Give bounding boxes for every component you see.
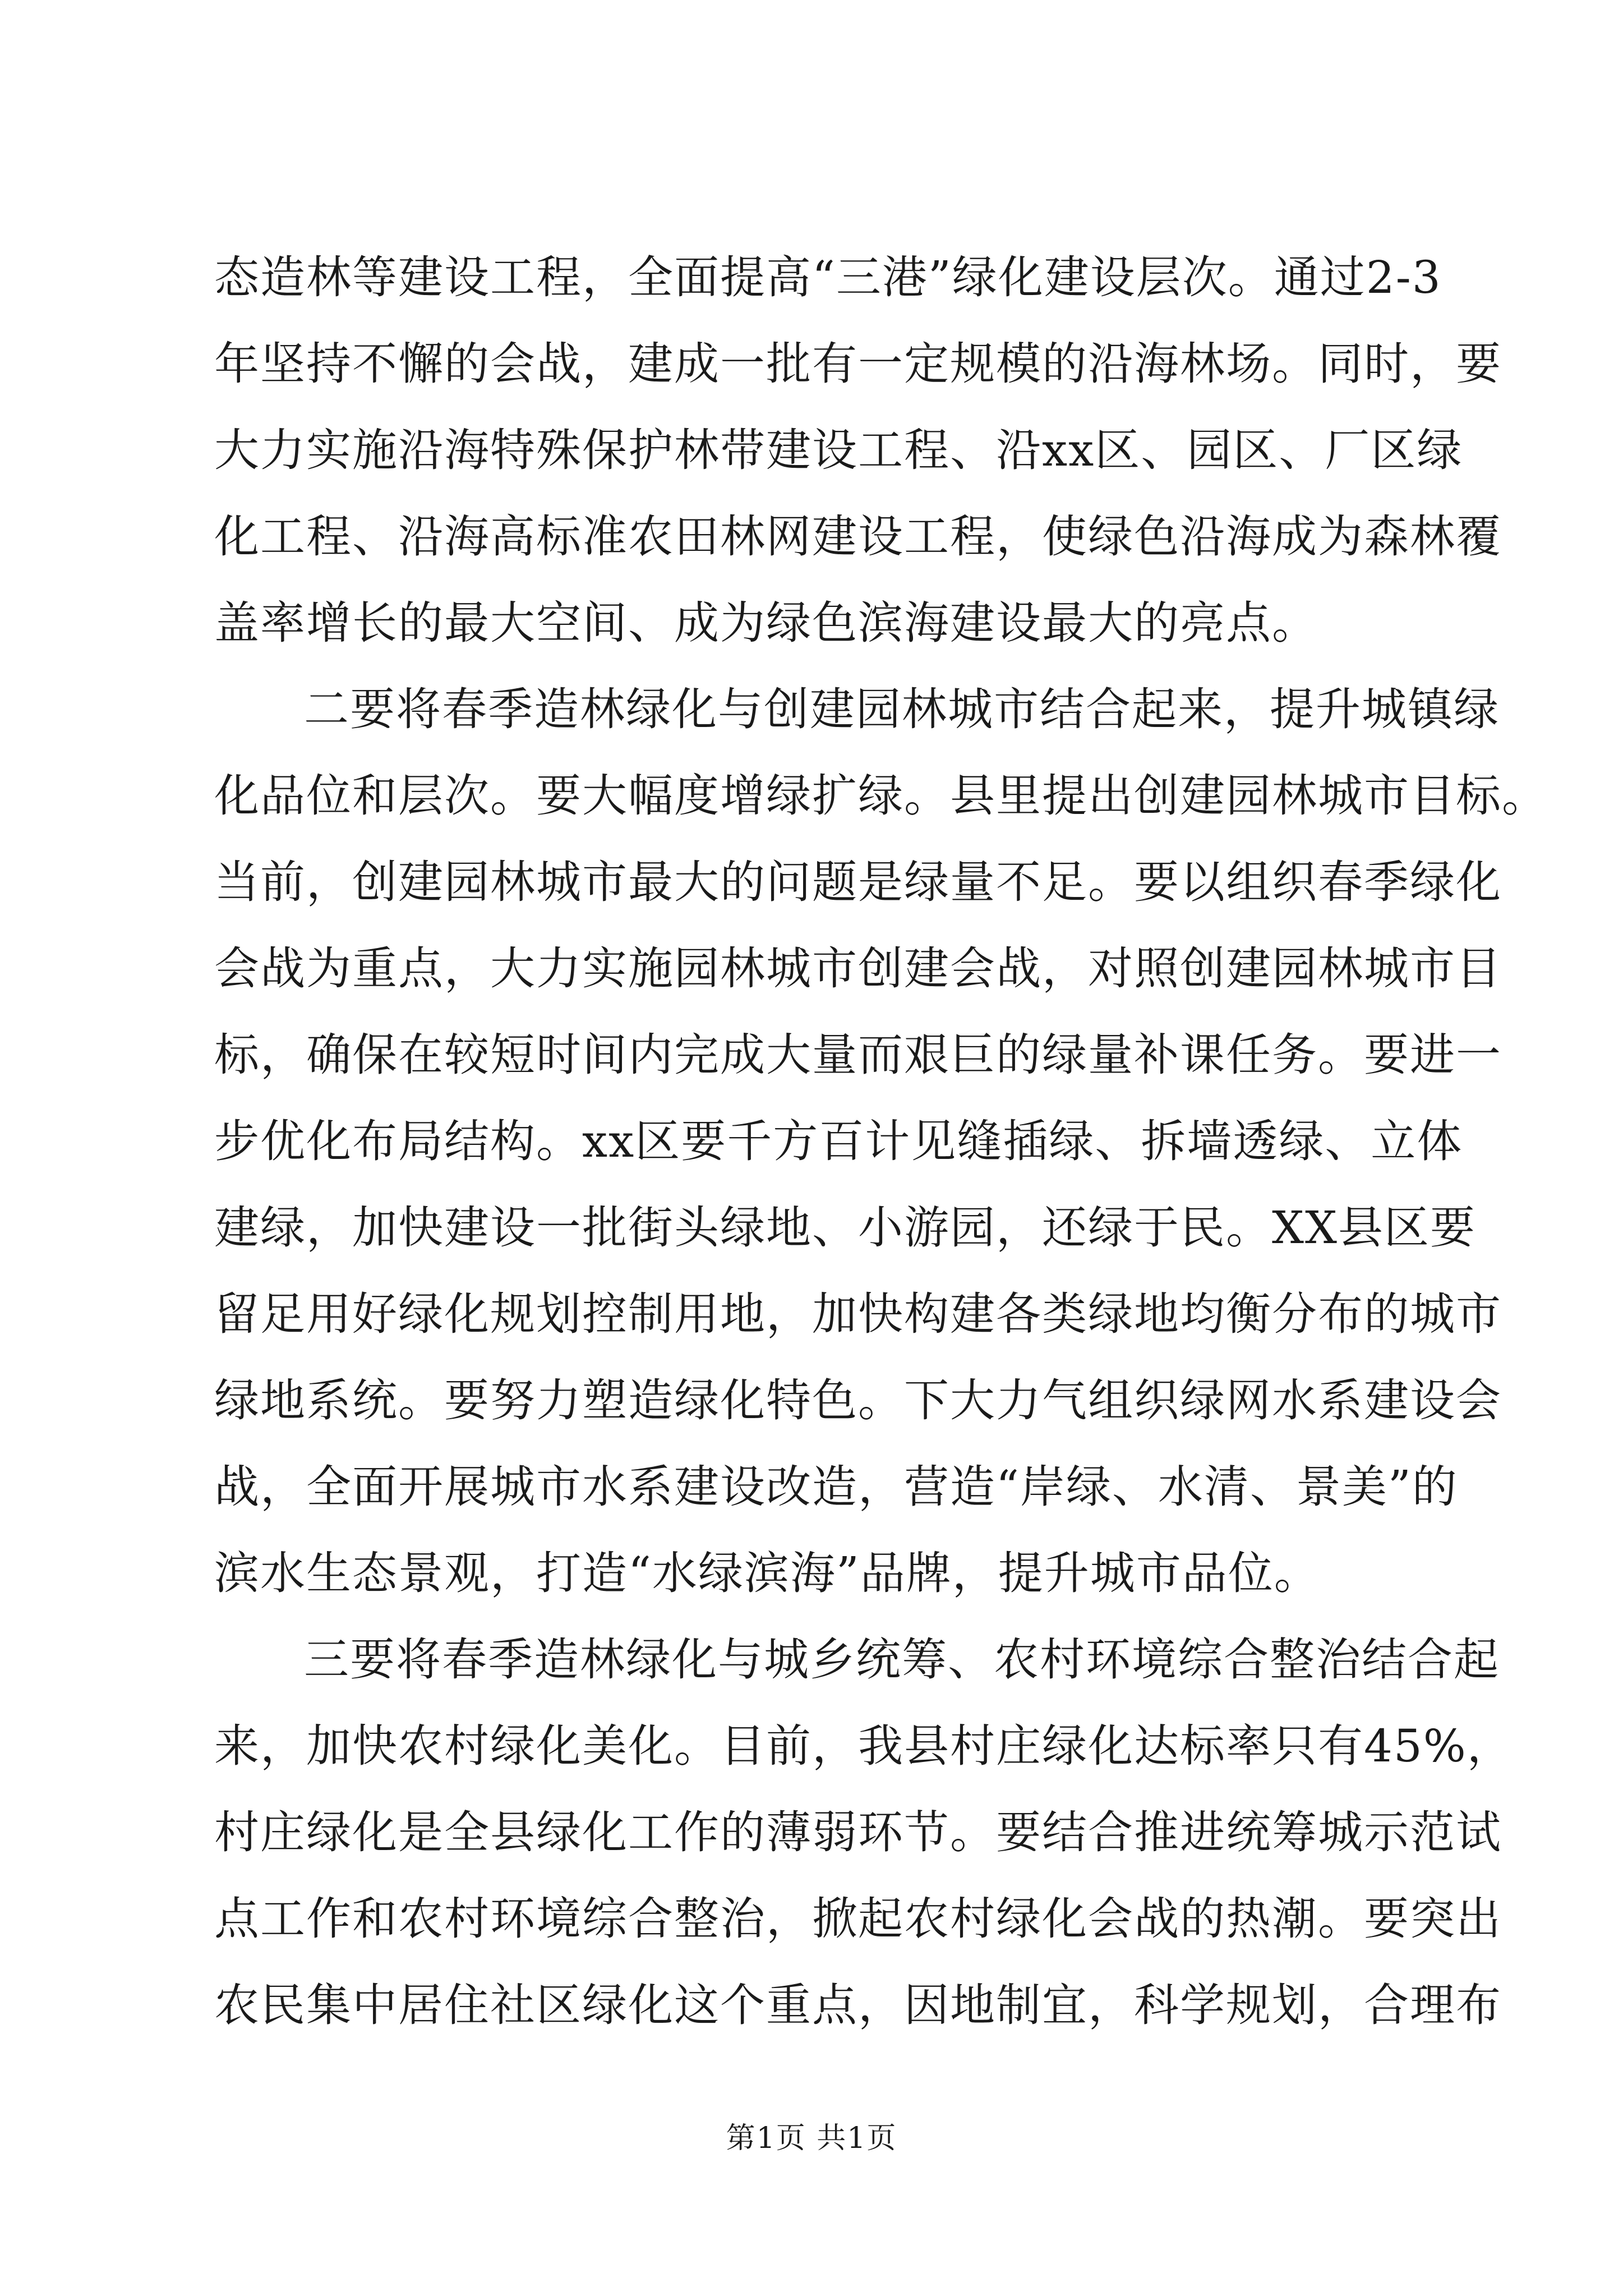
text-line: 来，加快农村绿化美化。目前，我县村庄绿化达标率只有45%， [214,1720,1513,1772]
text-line: 留足用好绿化规划控制用地，加快构建各类绿地均衡分布的城市 [214,1288,1502,1340]
text-line: 态造林等建设工程，全面提高“三港”绿化建设层次。通过2-3 [214,251,1442,303]
text-line: 化工程、沿海高标准农田林网建设工程，使绿色沿海成为森林覆 [214,510,1502,563]
text-line: 大力实施沿海特殊保护林带建设工程、沿xx区、园区、厂区绿 [214,424,1463,476]
text-line: 战，全面开展城市水系建设改造，营造“岸绿、水清、景美”的 [214,1461,1458,1513]
text-line: 点工作和农村环境综合整治，掀起农村绿化会战的热潮。要突出 [214,1893,1502,1945]
paragraph-start-line: 三要将春季造林绿化与城乡统筹、农村环境综合整治结合起 [304,1634,1500,1686]
text-line: 化品位和层次。要大幅度增绿扩绿。县里提出创建园林城市目标。 [214,770,1548,822]
text-line: 盖率增长的最大空间、成为绿色滨海建设最大的亮点。 [214,597,1318,649]
text-line: 建绿，加快建设一批街头绿地、小游园，还绿于民。XX县区要 [214,1202,1476,1254]
text-line: 农民集中居住社区绿化这个重点，因地制宜，科学规划，合理布 [214,1979,1502,2031]
body-text [214,234,1548,2049]
paragraph-start-line: 二要将春季造林绿化与创建园林城市结合起来，提升城镇绿 [304,683,1500,735]
page-footer: 第1页 共1页 [726,2122,897,2155]
text-line: 会战为重点，大力实施园林城市创建会战，对照创建园林城市目 [214,942,1502,995]
text-line: 滨水生态景观，打造“水绿滨海”品牌，提升城市品位。 [214,1547,1320,1599]
text-line: 步优化布局结构。xx区要千方百计见缝插绿、拆墙透绿、立体 [214,1115,1463,1167]
text-line: 年坚持不懈的会战，建成一批有一定规模的沿海林场。同时，要 [214,338,1502,390]
text-line: 绿地系统。要努力塑造绿化特色。下大力气组织绿网水系建设会 [214,1374,1502,1427]
text-line: 当前，创建园林城市最大的问题是绿量不足。要以组织春季绿化 [214,856,1502,908]
text-line: 标，确保在较短时间内完成大量而艰巨的绿量补课任务。要进一 [214,1029,1502,1081]
text-line: 村庄绿化是全县绿化工作的薄弱环节。要结合推进统筹城示范试 [214,1806,1502,1858]
